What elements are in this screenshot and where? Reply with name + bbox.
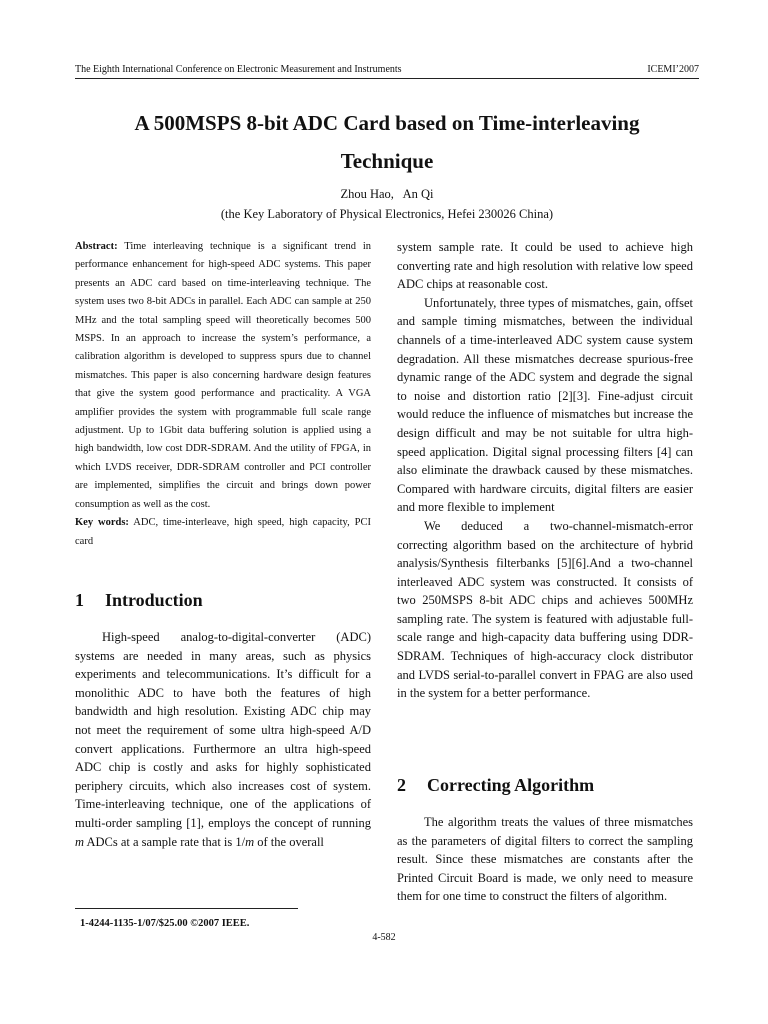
intro-var-m-2: m <box>245 834 255 849</box>
conference-tag: ICEMI’2007 <box>647 64 699 75</box>
system-paragraph: We deduced a two-channel-mismatch-error correcting algorithm based on the architecture of hybrid analysis/Synthesis filterbanks [5][6].And a two-channel interleaved ADC system was constructed. It consists of two 250MSPS 8-bit ADC chips and achieves 500MHz sampling rate. The system is featured with adjustable full-scale range and high-capacity data buffering using DDR-SDRAM. Techniques of high-accuracy clock distributor and LVDS serial-to-parallel convert in FPAG are also used in the system for a better performance. <box>397 518 693 701</box>
abstract-label: Abstract: <box>75 241 118 252</box>
page-number: 4-582 <box>372 932 396 943</box>
intro-text-b: ADCs at a sample rate that is 1/ <box>84 834 246 849</box>
intro-text-a: High-speed analog-to-digital-converter (ADC) systems are needed in many areas, such as physics experiments and telecommunications. It’s difficult for a monolithic ADC to have both the features of high bandwidth and high resolution. Existing ADC chip may not meet the requirement of some ultra high-speed A/D convert applications. Furthermore an ultra high-speed ADC chip is costly and asks for highly sophisticated periphery circuits, which also increases cost of system. Time-interleaving technique, one of the applications of multi-order sampling [1], employs the concept of running <box>75 630 371 830</box>
left-column <box>75 238 371 551</box>
author-names: Zhou Hao, An Qi <box>340 187 434 201</box>
intro-var-m: m <box>75 834 85 849</box>
section-introduction <box>75 588 371 851</box>
algorithm-paragraph: The algorithm treats the values of three mismatches as the parameters of digital filters to correct the sampling result. Since these mismatches are constants after the Printed Circuit Board is made, we only need to measure them for one time to construct the filters of algorithm. <box>397 815 693 904</box>
intro-continued-paragraph: system sample rate. It could be used to achieve high converting rate and high resolution with relative low speed ADC chips at reasonable cost. <box>397 240 693 292</box>
keywords <box>75 514 371 551</box>
conference-name: The Eighth International Conference on Electronic Measurement and Instruments <box>75 64 402 75</box>
abstract <box>75 238 371 514</box>
section-1-title: Introduction <box>105 590 203 610</box>
keywords-text: ADC, time-interleave, high speed, high capacity, PCI card <box>75 517 372 547</box>
intro-text-c: of the overall <box>254 834 324 849</box>
right-column <box>397 238 693 703</box>
mismatch-paragraph: Unfortunately, three types of mismatches, gain, offset and sample timing mismatches, between the individual channels of a time-interleaved ADC system cause system degradation. All these mismatches decrease spurious-free dynamic range of the ADC system and degrade the signal to noise and distortion ratio [2][3]. Fine-adjust circuit would reduce the influence of mismatches but increase the design difficult and may be not suitable for ultra high-speed application. Digital signal processing filters [4] can also eliminate the drawback caused by these mismatches. Compared with hardware circuits, digital filters are easier and more flexible to implement <box>397 295 693 515</box>
section-2-heading <box>397 773 693 797</box>
section-1-number: 1 <box>75 590 84 610</box>
running-header <box>75 64 699 79</box>
section-1-heading <box>75 588 371 612</box>
title-line-2: Technique <box>340 149 434 173</box>
footnote-divider <box>75 908 298 909</box>
keywords-label: Key words: <box>75 517 129 529</box>
author-block <box>75 184 699 224</box>
section-correcting-algorithm <box>397 773 693 906</box>
abstract-text: Time interleaving technique is a significant trend in performance enhancement for high-speed ADC systems. This paper presents an ADC card based on time-interleaving technique. The system uses two 8-bit ADCs in parallel. Each ADC can sample at 250 MHz and the total sampling speed will theoretically becomes 500 MSPS. In an approach to increase the system’s performance, a calibration algorithm is developed to suppress spurs due to channel mismatches. This paper is also concerning hardware design features that give the system good performance and practicality. A VGA amplifier provides the system with programmable full scale range adjustment. Up to 1Gbit data buffering solution is applied using a high bandwidth, low cost DDR-SDRAM. And the utility of FPGA, in which LVDS receiver, DDR-SDRAM controller and PCI controller are implemented, simplifies the circuit and brings down power consumption as well as the cost. <box>75 241 371 510</box>
section-2-number: 2 <box>397 775 406 795</box>
section-2-title: Correcting Algorithm <box>427 775 595 795</box>
intro-paragraph <box>75 628 371 851</box>
title-line-1: A 500MSPS 8-bit ADC Card based on Time-interleaving <box>134 111 640 135</box>
author-affiliation: (the Key Laboratory of Physical Electronics, Hefei 230026 China) <box>220 207 554 221</box>
copyright-footnote: 1-4244-1135-1/07/$25.00 ©2007 IEEE. <box>80 918 250 929</box>
paper-title <box>75 104 699 180</box>
